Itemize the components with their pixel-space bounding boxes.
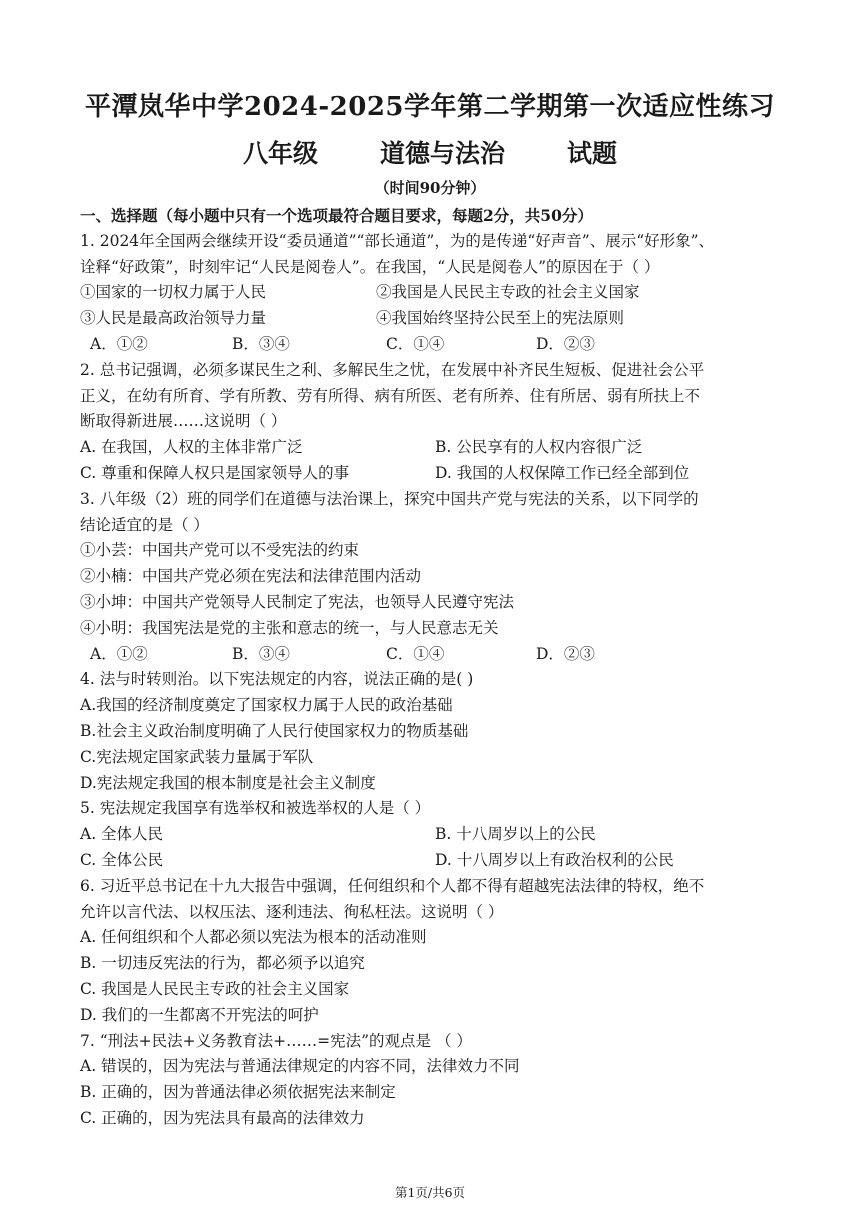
q1-statements-row-1 (80, 280, 780, 306)
q3-stem-2: 结论适宜的是（ ） (80, 515, 209, 534)
q5-option-a: A. 全体人民 (80, 825, 164, 844)
q2-option-c: C. 尊重和保障人权只是国家领导人的事 (80, 463, 350, 482)
q6-option-b: B. 一切违反宪法的行为，都必须予以追究 (80, 954, 365, 973)
q5-options-row-2 (80, 848, 780, 874)
q7-option-c: C. 正确的，因为宪法具有最高的法律效力 (80, 1108, 365, 1127)
q1-statement-1: ①国家的一切权力属于人民 (80, 283, 267, 302)
q2-stem-2: 正义，在幼有所育、学有所教、劳有所得、病有所医、老有所养、住有所居、弱有所扶上不 (80, 386, 701, 405)
q1-option-d: D．②③ (536, 334, 595, 353)
q4-stem: 4. 法与时转则治。以下宪法规定的内容，说法正确的是( ) (80, 670, 474, 689)
page-number: 第1页/共6页 (394, 1185, 466, 1200)
q1-statement-3: ③人民是最高政治领导力量 (80, 309, 267, 328)
q3-statement-2: ②小楠：中国共产党必须在宪法和法律范围内活动 (80, 567, 422, 586)
q2-option-b: B. 公民享有的人权内容很广泛 (435, 438, 643, 457)
exam-title: 平潭岚华中学2024-2025学年第二学期第一次适应性练习 (84, 92, 776, 122)
q3-option-c: C．①④ (386, 644, 445, 663)
q6-option-d: D. 我们的一生都离不开宪法的呵护 (80, 1005, 319, 1024)
q3-options (80, 642, 780, 668)
exam-subtitle (0, 134, 860, 170)
q4-option-d: D.宪法规定我国的根本制度是社会主义制度 (80, 773, 376, 792)
q3-statement-4: ④小明：我国宪法是党的主张和意志的统一，与人民意志无关 (80, 618, 499, 637)
q4-option-b: B.社会主义政治制度明确了人民行使国家权力的物质基础 (80, 721, 469, 740)
q1-statement-4: ④我国始终坚持公民至上的宪法原则 (376, 309, 625, 328)
q5-option-b: B. 十八周岁以上的公民 (435, 825, 596, 844)
q5-stem: 5. 宪法规定我国享有选举权和被选举权的人是（ ） (80, 799, 431, 818)
q1-stem-2: 诠释“好政策”，时刻牢记“人民是阅卷人”。在我国，“人民是阅卷人”的原因在于（ ） (80, 257, 660, 276)
q1-option-b: B．③④ (232, 334, 290, 353)
section-heading: 一、选择题（每小题中只有一个选项最符合题目要求，每题2分，共50分） (80, 206, 593, 225)
q3-stem-1: 3. 八年级（2）班的同学们在道德与法治课上，探究中国共产党与宪法的关系，以下同学的 (80, 489, 699, 508)
q6-stem-2: 允许以言代法、以权压法、逐利违法、徇私枉法。这说明（ ） (80, 902, 504, 921)
q2-options-row-1 (80, 435, 780, 461)
q2-stem-1: 2. 总书记强调，必须多谋民生之利、多解民生之忧，在发展中补齐民生短板、促进社会公平 (80, 360, 705, 379)
q6-stem-1: 6. 习近平总书记在十九大报告中强调，任何组织和个人都不得有超越宪法法律的特权，绝不 (80, 876, 705, 895)
q7-option-b: B. 正确的，因为普通法律必须依据宪法来制定 (80, 1083, 396, 1102)
q3-statement-1: ①小芸：中国共产党可以不受宪法的约束 (80, 541, 360, 560)
q5-option-c: C. 全体公民 (80, 850, 164, 869)
q4-option-c: C.宪法规定国家武装力量属于军队 (80, 747, 314, 766)
q6-option-c: C. 我国是人民民主专政的社会主义国家 (80, 979, 350, 998)
exam-time: （时间90分钟） (374, 179, 486, 197)
q1-statements-row-2 (80, 306, 780, 332)
q1-options (80, 332, 780, 358)
q5-options-row-1 (80, 822, 780, 848)
q3-option-d: D．②③ (536, 644, 595, 663)
q2-option-d: D. 我国的人权保障工作已经全部到位 (435, 463, 690, 482)
q1-option-a: A．①② (90, 334, 148, 353)
q3-option-a: A．①② (90, 644, 148, 663)
q3-statement-3: ③小坤：中国共产党领导人民制定了宪法，也领导人民遵守宪法 (80, 592, 515, 611)
q4-option-a: A.我国的经济制度奠定了国家权力属于人民的政治基础 (80, 696, 453, 715)
q1-stem-1: 1. 2024年全国两会继续开设“委员通道”“部长通道”，为的是传递“好声音”、展示“好形象”、 (80, 231, 715, 250)
subject-label: 道德与法治 (379, 139, 505, 168)
grade-label: 八年级 (242, 139, 318, 168)
q7-option-a: A. 错误的，因为宪法与普通法律规定的内容不同，法律效力不同 (80, 1057, 520, 1076)
q6-option-a: A. 任何组织和个人都必须以宪法为根本的活动准则 (80, 928, 427, 947)
q2-option-a: A. 在我国，人权的主体非常广泛 (80, 438, 303, 457)
q1-statement-2: ②我国是人民民主专政的社会主义国家 (376, 283, 640, 302)
q2-options-row-2 (80, 461, 780, 487)
q1-option-c: C．①④ (386, 334, 445, 353)
q3-option-b: B．③④ (232, 644, 290, 663)
q2-stem-3: 断取得新进展……这说明（ ） (80, 412, 287, 431)
exam-content (80, 203, 780, 1132)
doc-type-label: 试题 (567, 139, 618, 168)
q7-stem: 7. “刑法+民法+义务教育法+……=宪法”的观点是 （ ） (80, 1031, 472, 1050)
q5-option-d: D. 十八周岁以上有政治权利的公民 (435, 850, 674, 869)
